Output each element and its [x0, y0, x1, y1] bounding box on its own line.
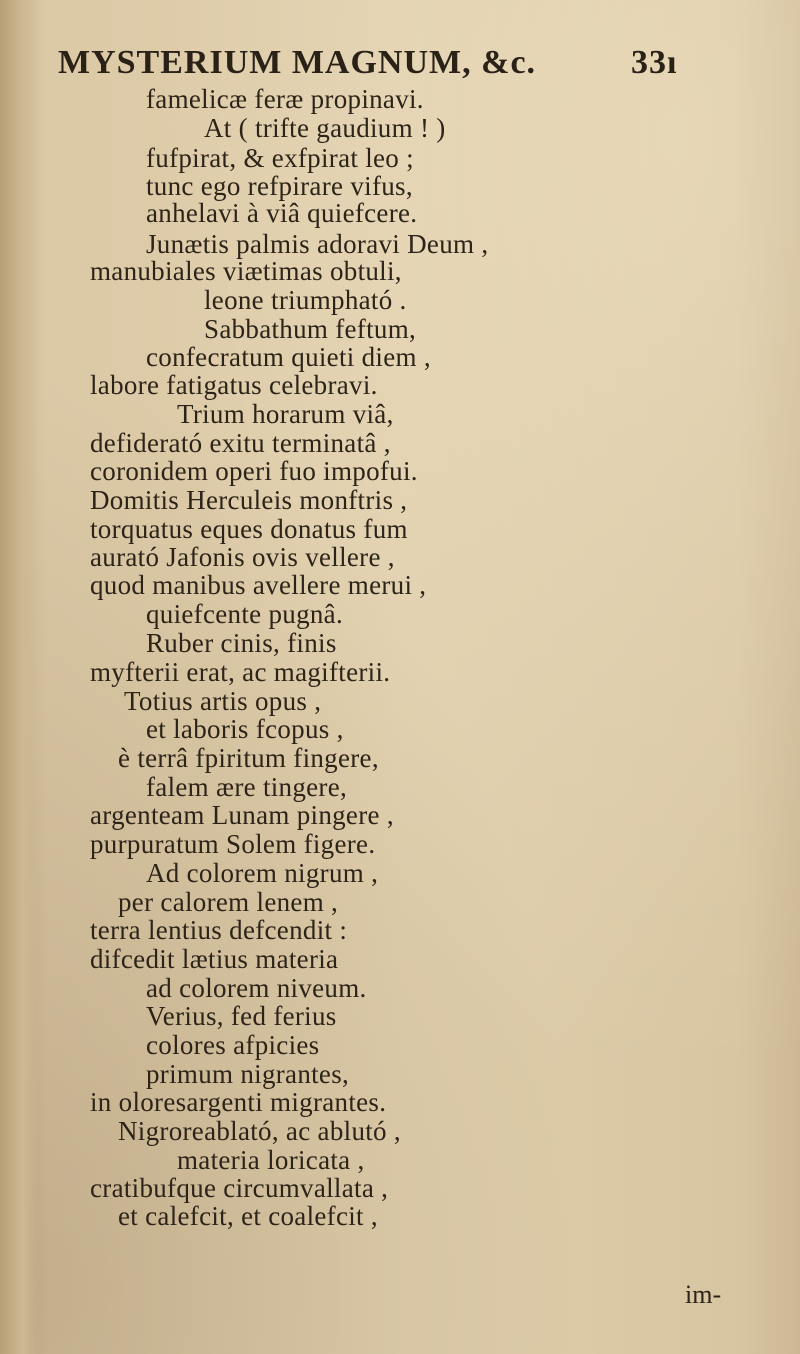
verse-line: Nigroreablató, ac ablutó , [118, 1116, 401, 1146]
verse-line: manubiales viætimas obtuli, [90, 256, 402, 286]
verse-line: terra lentius defcendit : [90, 915, 348, 945]
verse-line: Ruber cinis, finis [146, 628, 337, 658]
verse-line: purpuratum Solem figere. [90, 829, 376, 859]
verse-line: è terrâ fpiritum fingere, [118, 743, 379, 773]
verse-line: et calefcit, et coalefcit , [118, 1201, 378, 1231]
verse-line: difcedit lætius materia [90, 944, 339, 974]
verse-line: primum nigrantes, [146, 1059, 350, 1089]
verse-line: argenteam Lunam pingere , [90, 800, 394, 830]
verse-line: et laboris fcopus , [146, 714, 344, 744]
verse-line: anhelavi à viâ quiefcere. [146, 198, 418, 228]
verse-line: in oloresargenti migrantes. [90, 1087, 387, 1117]
verse-line: Ad colorem nigrum , [146, 858, 379, 888]
verse-line: Junætis palmis adoravi Deum , [146, 229, 489, 259]
verse-line: Trium horarum viâ, [177, 399, 394, 429]
verse-line: quod manibus avellere merui , [90, 570, 427, 600]
verse-line: materia loricata , [177, 1145, 365, 1175]
verse-line: Sabbathum feftum, [204, 314, 417, 344]
running-title: MYSTERIUM MAGNUM, &c. [58, 44, 537, 81]
verse-line: aurató Jafonis ovis vellere , [90, 542, 395, 572]
verse-line: coronidem operi fuo impofui. [90, 456, 418, 486]
catchword: im- [685, 1280, 722, 1309]
verse-line: colores afpicies [146, 1030, 320, 1060]
page-left-edge [0, 0, 38, 1354]
verse-line: labore fatigatus celebravi. [90, 370, 378, 400]
verse-line: fufpirat, & exfpirat leo ; [146, 143, 414, 173]
verse-line: leone triumpható . [204, 285, 407, 315]
verse-line: Totius artis opus , [124, 686, 322, 716]
verse-line: Domitis Herculeis monftris , [90, 485, 408, 515]
verse-line: famelicæ feræ propinavi. [146, 84, 424, 114]
verse-line: confecratum quieti diem , [146, 342, 431, 372]
verse-line: At ( trifte gaudium ! ) [204, 113, 446, 143]
verse-line: myfterii erat, ac magifterii. [90, 657, 391, 687]
verse-line: quiefcente pugnâ. [146, 599, 344, 629]
verse-line: defiderató exitu terminatâ , [90, 428, 391, 458]
verse-line: falem ære tingere, [146, 772, 348, 802]
page-number: 33ı [631, 44, 678, 81]
verse-line: torquatus eques donatus fum [90, 514, 408, 544]
verse-line: Verius, fed ferius [146, 1001, 337, 1031]
verse-line: per calorem lenem , [118, 887, 339, 917]
running-header [58, 44, 718, 82]
verse-line: tunc ego refpirare vifus, [146, 171, 413, 201]
verse-line: ad colorem niveum. [146, 973, 367, 1003]
verse-line: cratibufque circumvallata , [90, 1173, 389, 1203]
